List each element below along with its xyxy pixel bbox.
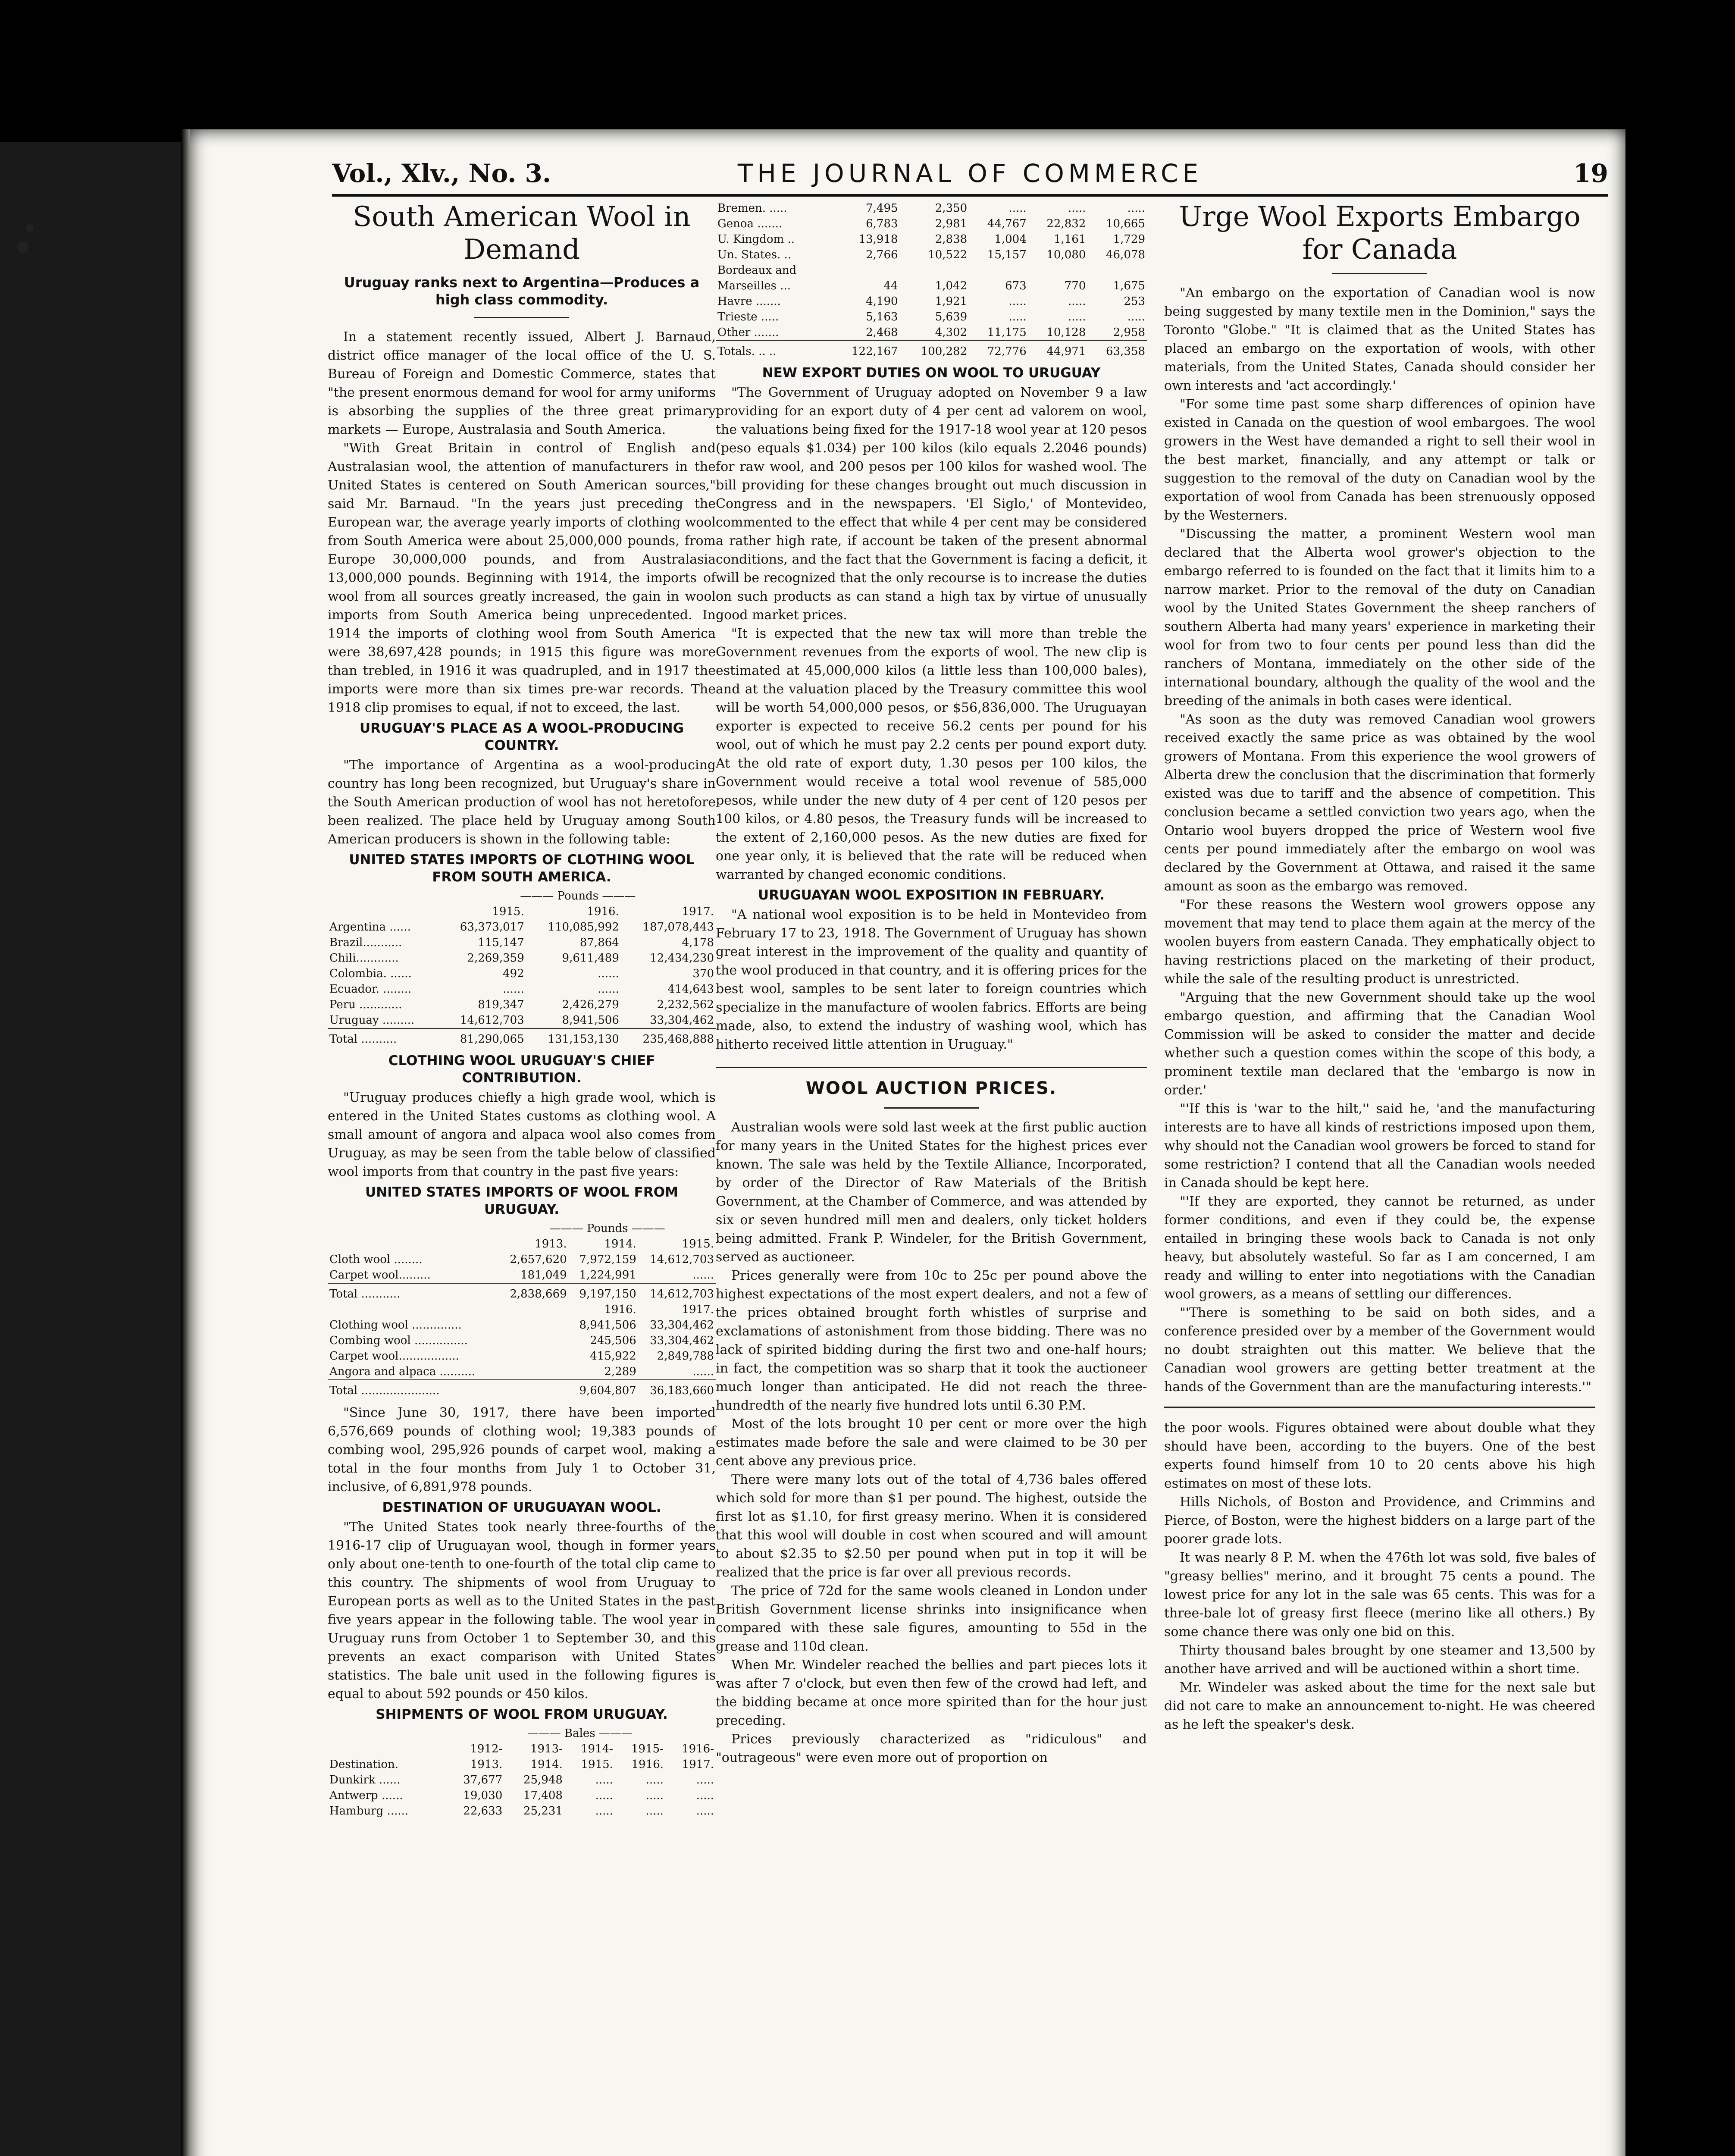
table-row: Genoa ....... 6,783 2,981 44,767 22,832 10,665 xyxy=(717,217,1145,230)
rule xyxy=(884,1107,979,1109)
section-heading: CLOTHING WOOL URUGUAY'S CHIEF CONTRIBUTION. xyxy=(388,1053,655,1086)
page-number: 19 xyxy=(1573,159,1608,188)
paragraph: the poor wools. Figures obtained were about double what they should have been, according to the buyers. One of the best experts found himself from 10 to 20 cents above his high estimates on most of these lots. xyxy=(1164,1420,1595,1491)
article-subhead: Uruguay ranks next to Argentina—Produces a high class commodity. xyxy=(344,274,700,308)
table-row: Carpet wool......... 181,049 1,224,991 ...... xyxy=(329,1269,714,1282)
paragraph: "With Great Britain in control of English and Australasian wool, the attention of manufacturers in the United States is centered on South American sources," said Mr. Barnaud. "In the years just preceding the European war, the average yearly imports of clothing wool from South America were about 25,000,000 pounds, from Europe 30,000,000 pounds, and from Australasia 13,000,000 pounds. Beginning with 1914, the imports of wool from all sources greatly increased, the gain in wool imports from South America being unprecedented. In 1914 the imports of clothing wool from South America were 38,697,428 pounds; in 1915 this figure was more than trebled, in 1916 it was quadrupled, and in 1917 the imports were more than six times pre-war records. The 1918 clip promises to equal, if not to exceed, the last. xyxy=(328,441,716,715)
column-3 xyxy=(1164,201,1595,1734)
table-row: Ecuador. ........ ...... ...... 414,643 xyxy=(329,983,714,996)
table-row: Dunkirk ...... 37,677 25,948 ..... ..... ..... xyxy=(329,1774,714,1786)
paragraph: "It is expected that the new tax will more than treble the Government revenues from the exports of wool. The new clip is estimated at 45,000,000 kilos (a little less than 100,000 bales), and at the valuation placed by the Treasury committee this wool will be worth 54,000,000 pesos, or $56,836,000. The Uruguayan exporter is expected to receive 56.2 cents per pound for his wool, out of which he must pay 2.2 cents per pound export duty. At the old rate of export duty, 1.30 pesos per 100 kilos, the Government would receive a total wool revenue of 585,000 pesos, while under the new duty of 4 per cent of 120 pesos per 100 kilos, or 4.80 pesos, the Treasury funds will be increased to the extent of 2,160,000 pesos. As the new duties are fixed for one year only, it is believed that the rate will be reduced when warranted by changed economic conditions. xyxy=(716,626,1147,882)
table-unit: ——— Bales ——— xyxy=(527,1727,633,1740)
table-row: Brazil........... 115,147 87,864 4,178 xyxy=(329,936,714,949)
column-header: 1916. xyxy=(587,905,619,918)
shipments-table-continued xyxy=(716,201,1147,359)
journal-title: THE JOURNAL OF COMMERCE xyxy=(737,159,1203,188)
binding-hole xyxy=(26,224,34,232)
paragraph: When Mr. Windeler reached the bellies and part pieces lots it was after 7 o'clock, but even then few of the crowd had left, and the bidding became at once more spirited than for the hour just preceding. xyxy=(716,1658,1147,1728)
paragraph: Hills Nichols, of Boston and Providence, and Crimmins and Pierce, of Boston, were the highest bidders on a large part of the poorer grade lots. xyxy=(1164,1495,1595,1547)
table-total-row: Totals. .. .. 122,167 100,282 72,776 44,971 63,358 xyxy=(716,341,1147,359)
paragraph: "A national wool exposition is to be held in Montevideo from February 17 to 23, 1918. The Government of Uruguay has shown great interest in the improvement of the quality and quantity of the wool produced in that country, and it is offering prices for the best wool, samples to be sent later to foreign countries which specialize in the manufacture of woolen fabrics. Efforts are being made, also, to extend the industry of washing wool, which has hitherto received little attention in Uruguay." xyxy=(716,907,1147,1052)
table-row: Argentina ...... 63,373,017 110,085,992 187,078,443 xyxy=(329,921,714,934)
table-row: Un. States. .. 2,766 10,522 15,157 10,080 46,078 xyxy=(717,248,1145,261)
table-row: Trieste ..... 5,163 5,639 ..... ..... ..... xyxy=(717,310,1145,323)
paragraph: "The importance of Argentina as a wool-producing country has long been recognized, but Uruguay's share in the South American production of wool has not heretofore been realized. The place held by Uruguay among South American producers is shown in the following table: xyxy=(328,758,716,847)
table-row: Carpet wool................. 415,922 2,849,788 xyxy=(329,1350,714,1363)
table-total-row: Total .......... 81,290,065 131,153,130 235,468,888 xyxy=(328,1028,716,1047)
uruguay-imports-table xyxy=(328,1221,716,1398)
table-row: Combing wool ............... 245,506 33,304,462 xyxy=(329,1334,714,1347)
section-heading: NEW EXPORT DUTIES ON WOOL TO URUGUAY xyxy=(762,365,1101,381)
paragraph: Prices generally were from 10c to 25c per pound above the highest expectations of the most expert dealers, and not a few of the prices obtained brought forth whistles of surprise and exclamations of astonishment from those bidding. There was no lack of spirited bidding during the first two and one-half hours; in fact, the competition was so sharp that it took the auctioneer much longer than anticipated. He did not reach the three-hundredth of the nearly five hundred lots until 6.30 P.M. xyxy=(716,1268,1147,1413)
paragraph: "For some time past some sharp differences of opinion have existed in Canada on the question of wool embargoes. The wool growers in the West have demanded a right to sell their wool in the best market, financially, and any attempt or talk or suggestion to the removal of the duty on Canadian wool by the exportation of wool from Canada has been strenuously opposed by the Westerners. xyxy=(1164,397,1595,523)
shipments-table: ——— Bales ——— 1912- 1913- 1914- 1915- 1916- Destination. 1913. 1914. 1915. 1916. 1917. Dunkirk ...... 37,677 25,948 ..... ..... ..... Antwerp ...... 19,030 17,408 ..... ..... ..... Hamburg ...... 22,633 25,231 ..... ..... ..... xyxy=(328,1726,716,1819)
imports-table xyxy=(328,888,716,1047)
table-row: Peru ............ 819,347 2,426,279 2,232,562 xyxy=(329,998,714,1011)
table-total-row: Total ...................... 9,604,807 36,183,660 xyxy=(328,1380,716,1398)
column-header: 1916. xyxy=(604,1303,636,1316)
table-row: Clothing wool .............. 8,941,506 33,304,462 xyxy=(329,1319,714,1332)
paragraph: "For these reasons the Western wool growers oppose any movement that may tend to place them again at the mercy of the woolen buyers from eastern Canada. They emphatically object to having restrictions placed on the marketing of their product, while the sale of the resulting product is unrestricted. xyxy=(1164,897,1595,987)
paragraph: "Arguing that the new Government should take up the wool embargo question, and affirming that the Canadian Wool Commission will be asked to consider the matter and decide whether such a question comes within the scope of this body, a prominent textile man declared that the 'embargo is now in order.' xyxy=(1164,990,1595,1098)
table-row: Bremen. ..... 7,495 2,350 ..... ..... ..... xyxy=(717,202,1145,215)
table-row: Uruguay ......... 14,612,703 8,941,506 33,304,462 xyxy=(329,1014,714,1027)
rule xyxy=(474,317,569,318)
column-header: 1915. xyxy=(492,905,524,918)
paragraph: In a statement recently issued, Albert J. Barnaud, district office manager of the local office of the U. S. Bureau of Foreign and Domestic Commerce, states that "the present enormous demand for wool for army uniforms is absorbing the supplies of the three great primary markets — Europe, Australasia and South America. xyxy=(328,329,716,437)
auction-headline: WOOL AUCTION PRICES. xyxy=(805,1078,1057,1098)
section-heading: DESTINATION OF URUGUAYAN WOOL. xyxy=(382,1500,661,1515)
table-row: Hamburg ...... 22,633 25,231 ..... ..... ..... xyxy=(329,1805,714,1818)
article-headline: Urge Wool Exports Embargo for Canada xyxy=(1179,201,1581,266)
table-row: Antwerp ...... 19,030 17,408 ..... ..... ..... xyxy=(329,1789,714,1802)
paragraph: "Uruguay produces chiefly a high grade wool, which is entered in the United States customs as clothing wool. A small amount of angora and alpaca wool also comes from Uruguay, as may be seen from the table below of classified wool imports from that country in the past five years: xyxy=(328,1090,716,1179)
table-unit: ——— Pounds ——— xyxy=(520,890,636,903)
paragraph: Most of the lots brought 10 per cent or more over the high estimates made before the sale and were claimed to be 30 per cent above any previous price. xyxy=(716,1416,1147,1469)
paragraph: "Discussing the matter, a prominent Western wool man declared that the Alberta wool grower's objection to the embargo referred to is founded on the fact that it limits him to a narrow market. Prior to the removal of the duty on Canadian wool by the United States Government the sheep ranchers of southern Alberta had many years' experience in marketing their wool for from two to four cents per pound less than did the ranchers of Montana, immediately on the other side of the international boundary, although the quality of the wool and the breeding of the animals in both cases were identical. xyxy=(1164,526,1595,708)
paragraph: The price of 72d for the same wools cleaned in London under British Government license shrinks into insignificance when compared with these sale figures, amounting to 55d in the grease and 110d clean. xyxy=(716,1583,1147,1654)
table-row: U. Kingdom .. 13,918 2,838 1,004 1,161 1,729 xyxy=(717,233,1145,246)
paragraph: Australian wools were sold last week at the first public auction for many years in the United States for the highest prices ever known. The sale was held by the Textile Alliance, Incorporated, by order of the Director of Raw Materials of the British Government, at the Chamber of Commerce, and was attended by six or seven hundred mill men and dealers, only ticket holders being admitted. Frank P. Windeler, for the British Government, served as auctioneer. xyxy=(716,1120,1147,1265)
table-row: Chili............ 2,269,359 9,611,489 12,434,230 xyxy=(329,952,714,965)
table-row: Havre ....... 4,190 1,921 ..... ..... 253 xyxy=(717,295,1145,308)
table-title: UNITED STATES IMPORTS OF WOOL FROM URUGUAY. xyxy=(365,1185,678,1217)
table-title: SHIPMENTS OF WOOL FROM URUGUAY. xyxy=(376,1707,668,1722)
paragraph: "Since June 30, 1917, there have been imported 6,576,669 pounds of clothing wool; 19,383 pounds of combing wool, 295,926 pounds of carpet wool, making a total in the four months from July 1 to October 31, inclusive, of 6,891,978 pounds. xyxy=(328,1405,716,1495)
table-unit: ——— Pounds ——— xyxy=(549,1222,665,1235)
table-total-row: Total ........... 2,838,669 9,197,150 14,612,703 xyxy=(328,1283,716,1302)
paragraph: Thirty thousand bales brought by one steamer and 13,500 by another have arrived and will be auctioned within a short time. xyxy=(1164,1643,1595,1677)
paragraph: It was nearly 8 P. M. when the 476th lot was sold, five bales of "greasy bellies" merino, and it brought 75 cents a pound. The lowest price for any lot in the sale was 65 cents. This was for a three-bale lot of greasy first fleece (merino like all others.) By some chance there was only one bid on this. xyxy=(1164,1550,1595,1639)
table-row: Cloth wool ........ 2,657,620 7,972,159 14,612,703 xyxy=(329,1253,714,1266)
paragraph: "'If they are exported, they cannot be returned, as under former conditions, and even if they could be, the expense entailed in bringing these wools back to Canada is not only heavy, but absolutely wasteful. So far as I am concerned, I am ready and willing to enter into negotiations with the Canadian wool growers, as a means of settling our differences. xyxy=(1164,1194,1595,1302)
paragraph: Prices previously characterized as "ridiculous" and "outrageous" were even more out of proportion on xyxy=(716,1732,1147,1765)
paragraph: "The United States took nearly three-fourths of the 1916-17 clip of Uruguayan wool, though in former years only about one-tenth to one-fourth of the total clip came to this country. The shipments of wool from Uruguay to European ports as well as to the United States in the past five years appear in the following table. The wool year in Uruguay runs from October 1 to September 30, and this prevents an exact comparison with United States statistics. The bale unit used in the following figures is equal to about 592 pounds or 450 kilos. xyxy=(328,1520,716,1702)
binding-hole xyxy=(17,241,28,253)
table-row: Other ....... 2,468 4,302 11,175 10,128 2,958 xyxy=(717,326,1145,339)
column-header: 1913. xyxy=(535,1238,567,1250)
section-heading: URUGUAY'S PLACE AS A WOOL-PRODUCING COUNTRY. xyxy=(359,721,684,753)
column-header: 1914. xyxy=(604,1238,636,1250)
rule xyxy=(716,1067,1147,1068)
masthead xyxy=(332,142,1608,197)
paragraph: "'If this is 'war to the hilt,'' said he, 'and the manufacturing interests are to have all kinds of restrictions imposed upon them, why should not the Canadian wool growers be forced to stand for some restriction? I contend that all the Canadian wools needed in Canada should be kept here. xyxy=(1164,1101,1595,1191)
article-headline: South American Wool in Demand xyxy=(353,201,691,266)
table-row: Bordeaux and xyxy=(717,264,797,277)
paragraph: Mr. Windeler was asked about the time for the next sale but did not care to make an announcement to-night. He was cheered as he left the speaker's desk. xyxy=(1164,1680,1595,1732)
rule xyxy=(1332,273,1427,274)
column-1 xyxy=(328,201,716,1824)
paragraph: "'There is something to be said on both sides, and a conference presided over by a member of the Government would no doubt straighten out this matter. We believe that the Canadian wool growers are getting better treatment at the hands of the Government than are the manufacturing interests.'" xyxy=(1164,1305,1595,1395)
column-divider xyxy=(1164,1407,1595,1408)
volume-label: Vol., Xlv., No. 3. xyxy=(332,159,551,188)
column-header: 1915. xyxy=(682,1238,714,1250)
table-row: Marseilles ... 44 1,042 673 770 1,675 xyxy=(717,279,1145,292)
column-header: 1917. xyxy=(682,905,714,918)
adjacent-page-edge xyxy=(0,142,185,2156)
column-header: Destination. xyxy=(329,1758,399,1771)
table-row: Angora and alpaca .......... 2,289 ...... xyxy=(329,1365,714,1378)
paragraph: "The Government of Uruguay adopted on November 9 a law providing for an export duty of 4 per cent ad valorem on wool, the valuations being fixed for the 1917-18 wool year at 120 pesos (peso equals $1.034) per 100 kilos (kilo equals 2.2046 pounds) for raw wool, and 200 pesos per 100 kilos for washed wool. The bill providing for these changes brought out much discussion in Congress and in the newspapers. 'El Siglo,' of Montevideo, commented to the effect that while 4 per cent may be considered a rather high rate, if account be taken of the present abnormal conditions, and the fact that the Government is facing a deficit, it will be recognized that the only recourse is to increase the duties on such products as can stand a high tax by virtue of unusually good market prices. xyxy=(716,385,1147,623)
paragraph: "An embargo on the exportation of Canadian wool is now being suggested by many textile men in the Dominion," says the Toronto "Globe." "It is claimed that as the United States has placed an embargo on the exportation of wools, with other materials, from the United States, Canada should consider her own interests and 'act accordingly.' xyxy=(1164,285,1595,393)
table-title: UNITED STATES IMPORTS OF CLOTHING WOOL FROM SOUTH AMERICA. xyxy=(349,852,695,885)
column-header: 1917. xyxy=(682,1303,714,1316)
paragraph: There were many lots out of the total of 4,736 bales offered which sold for more than $1 per pound. The highest, outside the first lot as $1.10, for first greasy merino. When it is considered that this wool will double in cost when scoured and will amount to about $2.35 to $2.50 per pound when put in top it will be realized that the price is far over all previous records. xyxy=(716,1472,1147,1580)
section-heading: URUGUAYAN WOOL EXPOSITION IN FEBRUARY. xyxy=(758,887,1105,903)
paragraph: "As soon as the duty was removed Canadian wool growers received exactly the same price as was obtained by the wool growers of Montana. From this experience the wool growers of Alberta drew the conclusion that the discrimination that formerly existed was due to tariff and the absence of competition. This conclusion became a settled conviction two years ago, when the Ontario wool buyers dropped the price of Western wool five cents per pound immediately after the embargo on wool was declared by the Government at Ottawa, and raised it the same amount as soon as the embargo was removed. xyxy=(1164,712,1595,894)
column-2 xyxy=(716,201,1147,1767)
table-row: Colombia. ...... 492 ...... 370 xyxy=(329,967,714,980)
